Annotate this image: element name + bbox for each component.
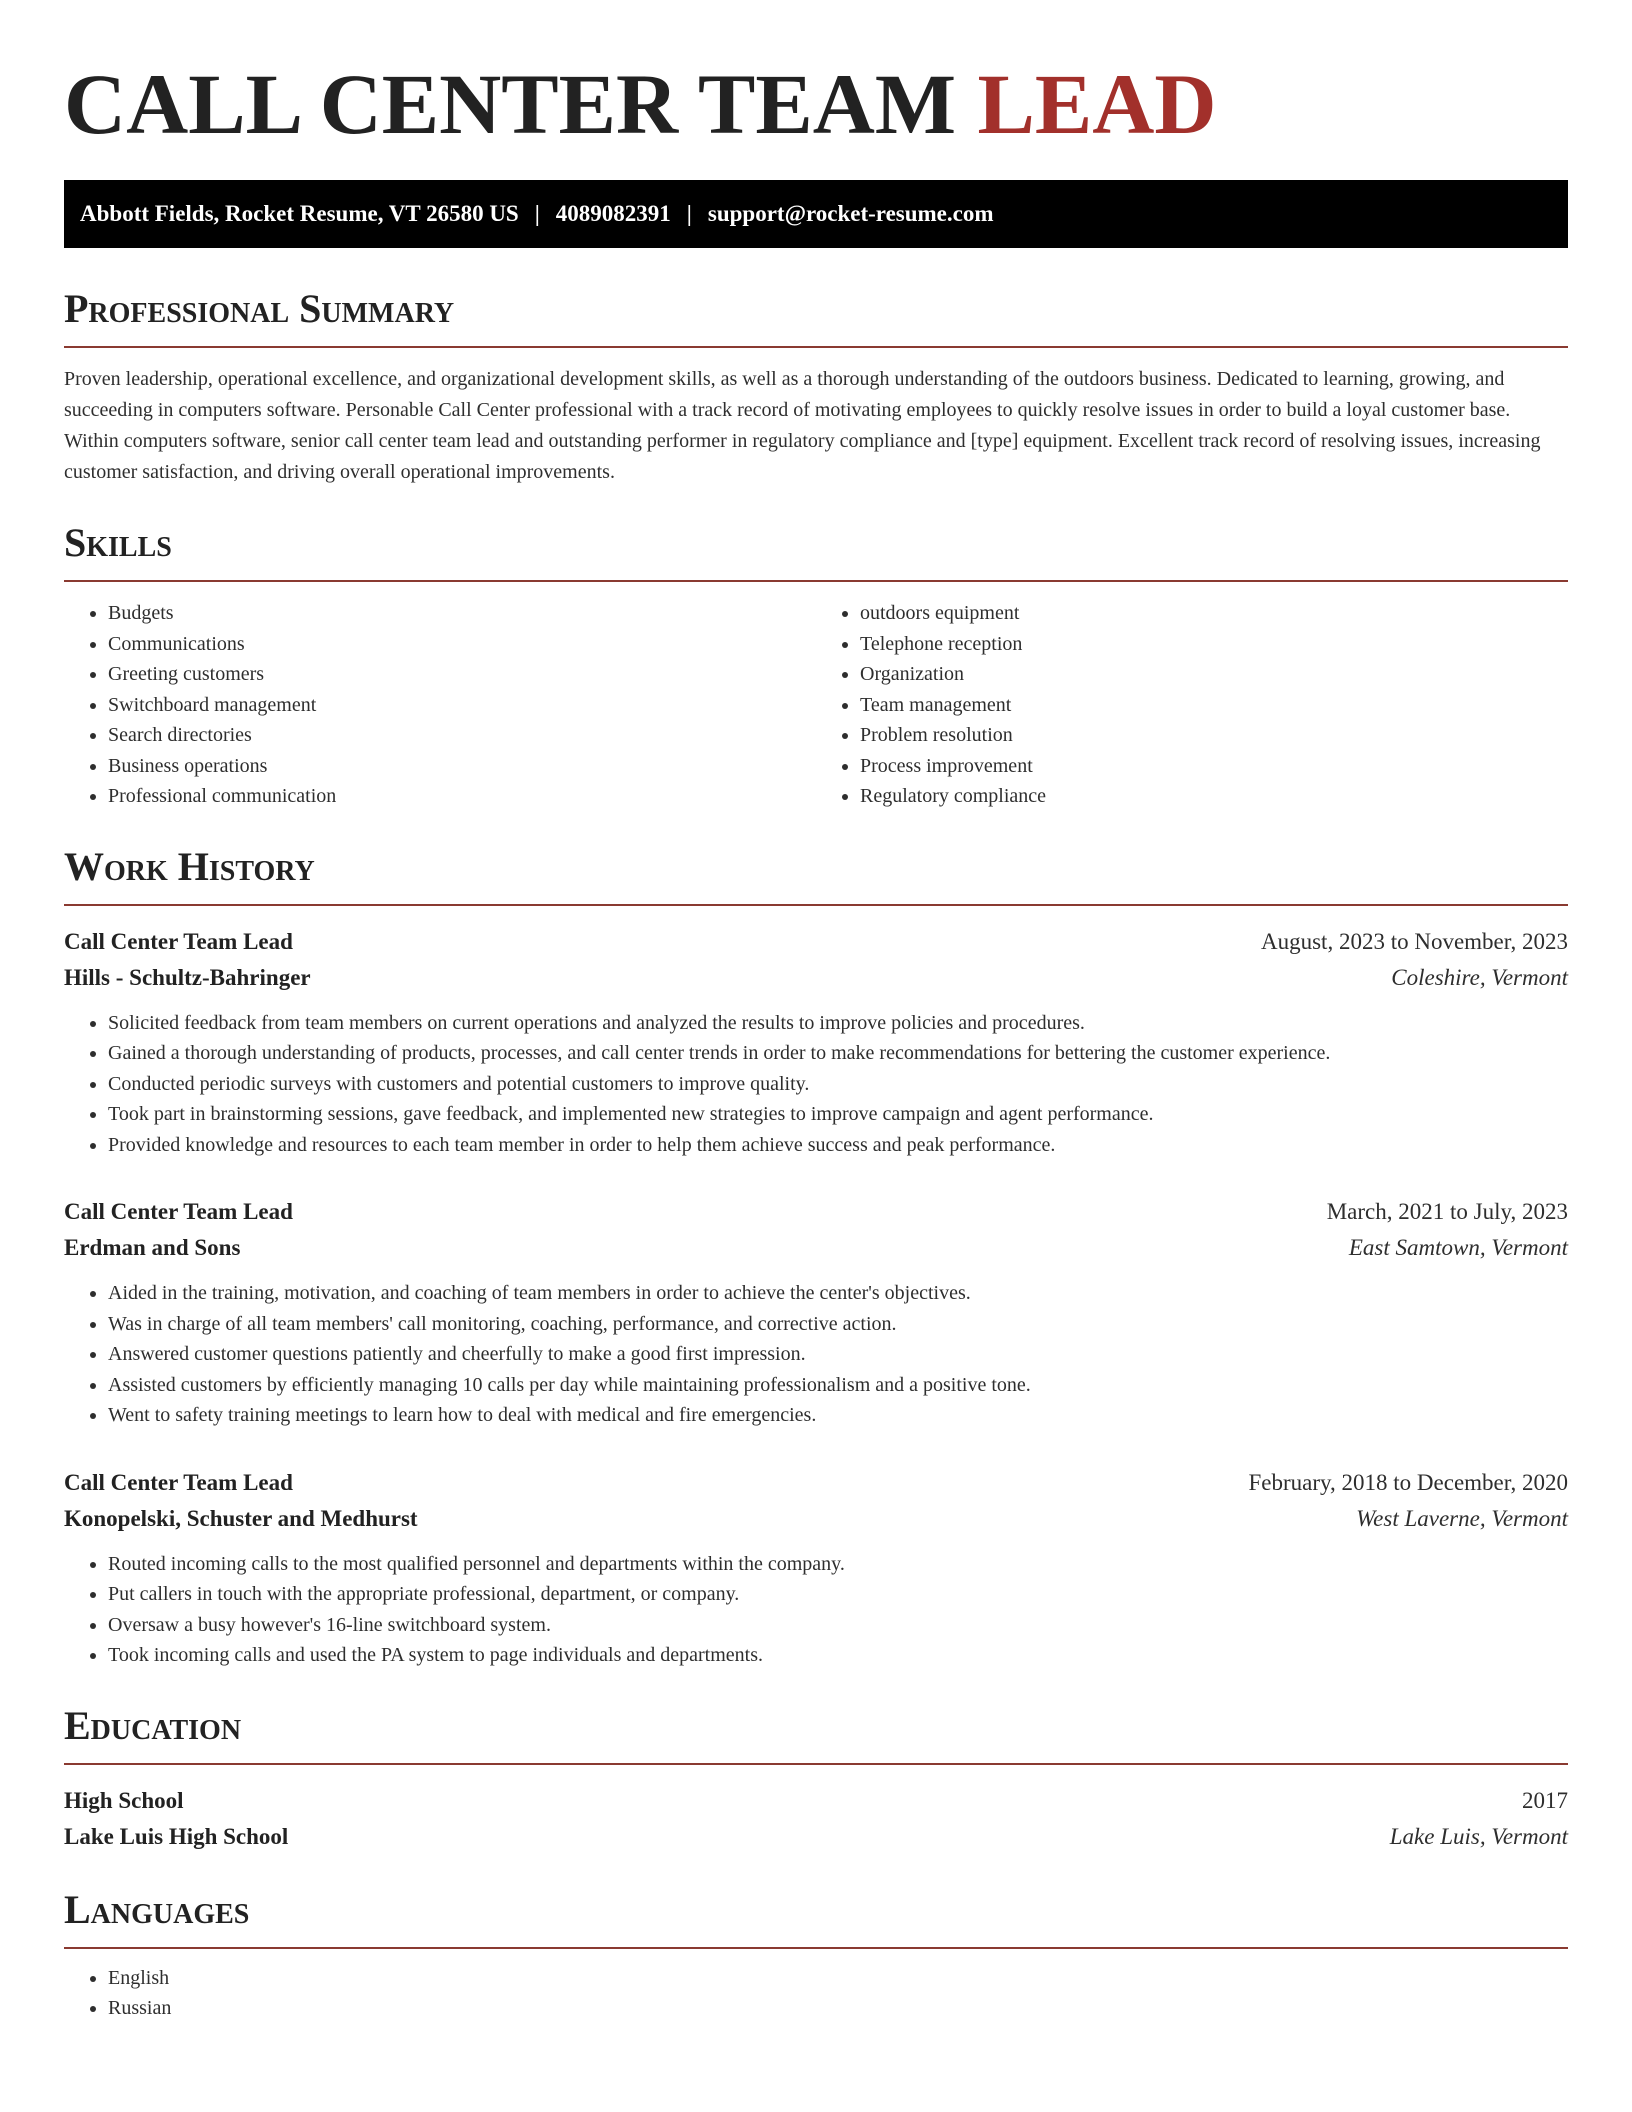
job-bullets xyxy=(64,1008,1568,1161)
job-bullet: • Put callers in touch with the appropriate professional, department, or company. xyxy=(108,1579,1568,1610)
skill-item: • Communications xyxy=(108,629,816,660)
summary-heading: Professional Summary xyxy=(64,284,1568,348)
skills-list-left xyxy=(64,598,816,812)
skill-item: • Team management xyxy=(860,690,1568,721)
resume-title-main: CALL CENTER TEAM xyxy=(64,56,957,152)
education-school-row xyxy=(64,1819,1568,1855)
job-location: Coleshire, Vermont xyxy=(1391,964,1568,990)
job-dates: August, 2023 to November, 2023 xyxy=(1261,928,1568,954)
job-bullets xyxy=(64,1549,1568,1671)
skills-section xyxy=(64,518,1568,812)
job-bullet: • Routed incoming calls to the most qualified personnel and departments within the company. xyxy=(108,1549,1568,1580)
job-company: Konopelski, Schuster and Medhurst xyxy=(64,1505,418,1531)
skill-item: • Professional communication xyxy=(108,781,816,812)
languages-section xyxy=(64,1885,1568,2024)
skill-item: • Regulatory compliance xyxy=(860,781,1568,812)
job-bullets xyxy=(64,1278,1568,1431)
skill-item: • outdoors equipment xyxy=(860,598,1568,629)
contact-separator: | xyxy=(534,201,540,226)
languages-heading: Languages xyxy=(64,1885,1568,1949)
work-history-heading: Work History xyxy=(64,842,1568,906)
contact-email: support@rocket-resume.com xyxy=(707,201,994,226)
job-location: East Samtown, Vermont xyxy=(1348,1235,1568,1260)
job-bullet: • Oversaw a busy however's 16-line switchboard system. xyxy=(108,1610,1568,1641)
job-bullet: • Aided in the training, motivation, and coaching of team members in order to achieve the center's objectives. xyxy=(108,1278,1568,1309)
resume-title-accent: LEAD xyxy=(977,56,1217,152)
job-title: Call Center Team Lead xyxy=(64,1199,293,1224)
education-location: Lake Luis, Vermont xyxy=(1389,1823,1568,1849)
education-school: Lake Luis High School xyxy=(64,1823,289,1849)
skills-list-right xyxy=(816,598,1568,812)
job-company: Erdman and Sons xyxy=(64,1235,241,1260)
job-entry xyxy=(64,1465,1568,1671)
job-dates: February, 2018 to December, 2020 xyxy=(1248,1469,1568,1495)
job-bullet: • Conducted periodic surveys with customers and potential customers to improve quality. xyxy=(108,1069,1568,1100)
education-heading: Education xyxy=(64,1701,1568,1765)
job-bullet: • Went to safety training meetings to learn how to deal with medical and fire emergencies. xyxy=(108,1400,1568,1431)
language-item: • English xyxy=(108,1963,1568,1994)
contact-phone: 4089082391 xyxy=(555,201,671,226)
skill-item: • Organization xyxy=(860,659,1568,690)
job-bullet: • Provided knowledge and resources to each team member in order to help them achieve success and peak performance. xyxy=(108,1130,1568,1161)
contact-separator: | xyxy=(686,201,692,226)
skills-heading: Skills xyxy=(64,518,1568,582)
summary-section xyxy=(64,284,1568,488)
contact-bar xyxy=(64,180,1568,248)
job-entry xyxy=(64,924,1568,1161)
skill-item: • Telephone reception xyxy=(860,629,1568,660)
job-header-row xyxy=(64,1194,1568,1230)
job-bullet: • Gained a thorough understanding of products, processes, and call center trends in order to make recommendations for bettering the customer experience. xyxy=(108,1038,1568,1069)
education-year: 2017 xyxy=(1522,1787,1568,1813)
job-company-row xyxy=(64,1230,1568,1266)
education-entry xyxy=(64,1783,1568,1855)
contact-address: Abbott Fields, Rocket Resume, VT 26580 US xyxy=(80,201,519,226)
job-company-row xyxy=(64,960,1568,996)
job-header-row xyxy=(64,1465,1568,1501)
languages-list xyxy=(64,1963,1568,2024)
resume-title xyxy=(64,56,1568,152)
skills-grid xyxy=(64,598,1568,812)
skill-item: • Search directories xyxy=(108,720,816,751)
education-section xyxy=(64,1701,1568,1855)
job-bullet: • Took part in brainstorming sessions, gave feedback, and implemented new strategies to improve campaign and agent performance. xyxy=(108,1099,1568,1130)
job-title: Call Center Team Lead xyxy=(64,928,293,954)
job-company: Hills - Schultz-Bahringer xyxy=(64,964,311,990)
skill-item: • Switchboard management xyxy=(108,690,816,721)
job-bullet: • Answered customer questions patiently and cheerfully to make a good first impression. xyxy=(108,1339,1568,1370)
job-bullet: • Assisted customers by efficiently managing 10 calls per day while maintaining professionalism and a positive tone. xyxy=(108,1370,1568,1401)
job-entry xyxy=(64,1194,1568,1431)
job-bullet: • Took incoming calls and used the PA system to page individuals and departments. xyxy=(108,1640,1568,1671)
education-degree: High School xyxy=(64,1787,184,1813)
job-title: Call Center Team Lead xyxy=(64,1469,293,1495)
job-bullet: • Solicited feedback from team members on current operations and analyzed the results to improve policies and procedures. xyxy=(108,1008,1568,1039)
job-location: West Laverne, Vermont xyxy=(1356,1505,1568,1531)
job-header-row xyxy=(64,924,1568,960)
skill-item: • Business operations xyxy=(108,751,816,782)
job-dates: March, 2021 to July, 2023 xyxy=(1326,1199,1568,1224)
summary-text: Proven leadership, operational excellence, and organizational development skills, as well as a thorough understanding of the outdoors business. Dedicated to learning, growing, and succeeding in computers software. Personable Call Center professional with a track record of motivating employees to quickly resolve issues in order to build a loyal customer base. Within computers software, senior call center team lead and outstanding performer in regulatory compliance and [type] equipment. Excellent track record of resolving issues, increasing customer satisfaction, and driving overall operational improvements. xyxy=(64,368,1541,483)
skill-item: • Process improvement xyxy=(860,751,1568,782)
skill-item: • Greeting customers xyxy=(108,659,816,690)
language-item: • Russian xyxy=(108,1993,1568,2024)
job-company-row xyxy=(64,1501,1568,1537)
job-bullet: • Was in charge of all team members' call monitoring, coaching, performance, and corrective action. xyxy=(108,1309,1568,1340)
skill-item: • Budgets xyxy=(108,598,816,629)
work-history-section xyxy=(64,842,1568,1671)
education-header-row xyxy=(64,1783,1568,1819)
skill-item: • Problem resolution xyxy=(860,720,1568,751)
